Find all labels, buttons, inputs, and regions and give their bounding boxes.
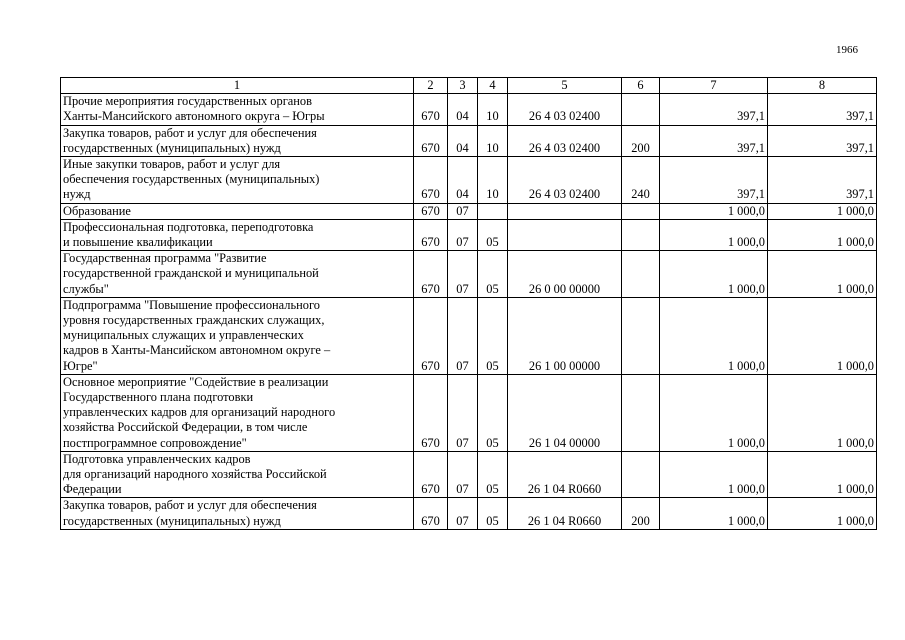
row-section: 04: [448, 125, 478, 156]
row-subsection: 05: [478, 498, 508, 529]
row-expense-type: [622, 203, 660, 219]
row-name: Иные закупки товаров, работ и услуг для обеспечения государственных (муниципальных) нужд: [61, 157, 414, 204]
table-row: [61, 251, 877, 298]
header-col-5: 5: [508, 78, 622, 94]
row-expense-type: 200: [622, 498, 660, 529]
header-col-6: 6: [622, 78, 660, 94]
row-grbs: 670: [414, 451, 448, 498]
row-section: 07: [448, 251, 478, 298]
row-grbs: 670: [414, 374, 448, 451]
row-subsection: 05: [478, 251, 508, 298]
table-row: [61, 94, 877, 125]
row-amount-1: 1 000,0: [660, 219, 768, 250]
row-grbs: 670: [414, 297, 448, 374]
row-amount-1: 1 000,0: [660, 203, 768, 219]
table-row: [61, 451, 877, 498]
row-section: 07: [448, 219, 478, 250]
row-expense-type: [622, 374, 660, 451]
table-header-row: [61, 78, 877, 94]
row-amount-2: 1 000,0: [768, 203, 877, 219]
row-target-article: 26 4 03 02400: [508, 157, 622, 204]
table-row: [61, 125, 877, 156]
row-target-article: [508, 219, 622, 250]
row-section: 07: [448, 451, 478, 498]
header-col-3: 3: [448, 78, 478, 94]
header-col-2: 2: [414, 78, 448, 94]
row-amount-1: 1 000,0: [660, 297, 768, 374]
row-amount-1: 397,1: [660, 157, 768, 204]
row-subsection: 10: [478, 157, 508, 204]
table-row: [61, 498, 877, 529]
row-section: 07: [448, 297, 478, 374]
budget-table: [60, 77, 877, 530]
row-name: Закупка товаров, работ и услуг для обеспечения государственных (муниципальных) нужд: [61, 498, 414, 529]
row-expense-type: [622, 251, 660, 298]
row-amount-2: 397,1: [768, 125, 877, 156]
header-col-8: 8: [768, 78, 877, 94]
row-amount-2: 1 000,0: [768, 498, 877, 529]
row-amount-1: 1 000,0: [660, 451, 768, 498]
table-row: [61, 219, 877, 250]
row-name: Государственная программа "Развитие государственной гражданской и муниципальной службы": [61, 251, 414, 298]
row-target-article: 26 4 03 02400: [508, 125, 622, 156]
row-subsection: 10: [478, 125, 508, 156]
row-name: Образование: [61, 203, 414, 219]
row-subsection: 05: [478, 374, 508, 451]
row-expense-type: 200: [622, 125, 660, 156]
row-amount-1: 1 000,0: [660, 498, 768, 529]
row-name: Подпрограмма "Повышение профессионального уровня государственных гражданских служащих, муниципальных служащих и управленческих кадров в Ханты-Мансийском автономном округе – Югре": [61, 297, 414, 374]
row-name: Профессиональная подготовка, переподготовка и повышение квалификации: [61, 219, 414, 250]
row-section: 07: [448, 498, 478, 529]
row-subsection: 05: [478, 451, 508, 498]
row-target-article: 26 1 04 R0660: [508, 451, 622, 498]
row-grbs: 670: [414, 251, 448, 298]
header-col-1: 1: [61, 78, 414, 94]
table-row: [61, 157, 877, 204]
row-name: Подготовка управленческих кадров для организаций народного хозяйства Российской Федерации: [61, 451, 414, 498]
row-subsection: 05: [478, 219, 508, 250]
row-amount-1: 1 000,0: [660, 251, 768, 298]
row-target-article: 26 4 03 02400: [508, 94, 622, 125]
row-amount-2: 1 000,0: [768, 219, 877, 250]
row-amount-1: 397,1: [660, 94, 768, 125]
row-expense-type: [622, 297, 660, 374]
row-grbs: 670: [414, 498, 448, 529]
row-subsection: [478, 203, 508, 219]
row-amount-2: 1 000,0: [768, 297, 877, 374]
row-amount-1: 397,1: [660, 125, 768, 156]
row-amount-2: 1 000,0: [768, 451, 877, 498]
row-subsection: 10: [478, 94, 508, 125]
row-amount-1: 1 000,0: [660, 374, 768, 451]
row-grbs: 670: [414, 157, 448, 204]
row-target-article: 26 1 04 00000: [508, 374, 622, 451]
row-grbs: 670: [414, 219, 448, 250]
row-amount-2: 397,1: [768, 157, 877, 204]
row-grbs: 670: [414, 203, 448, 219]
row-section: 04: [448, 157, 478, 204]
row-amount-2: 1 000,0: [768, 374, 877, 451]
row-expense-type: [622, 219, 660, 250]
row-grbs: 670: [414, 94, 448, 125]
row-name: Прочие мероприятия государственных органов Ханты-Мансийского автономного округа – Югры: [61, 94, 414, 125]
row-target-article: 26 1 04 R0660: [508, 498, 622, 529]
row-amount-2: 1 000,0: [768, 251, 877, 298]
row-section: 07: [448, 203, 478, 219]
row-section: 07: [448, 374, 478, 451]
header-col-7: 7: [660, 78, 768, 94]
row-expense-type: [622, 94, 660, 125]
row-amount-2: 397,1: [768, 94, 877, 125]
table-row: [61, 297, 877, 374]
row-subsection: 05: [478, 297, 508, 374]
table-row: [61, 203, 877, 219]
row-target-article: 26 1 00 00000: [508, 297, 622, 374]
row-grbs: 670: [414, 125, 448, 156]
row-name: Закупка товаров, работ и услуг для обеспечения государственных (муниципальных) нужд: [61, 125, 414, 156]
table-row: [61, 374, 877, 451]
row-section: 04: [448, 94, 478, 125]
header-col-4: 4: [478, 78, 508, 94]
row-expense-type: 240: [622, 157, 660, 204]
row-expense-type: [622, 451, 660, 498]
row-name: Основное мероприятие "Содействие в реализации Государственного плана подготовки управленческих кадров для организаций народного хозяйства Российской Федерации, в том числе постпрограммное сопровождение": [61, 374, 414, 451]
page-number: 1966: [836, 44, 858, 56]
row-target-article: [508, 203, 622, 219]
row-target-article: 26 0 00 00000: [508, 251, 622, 298]
